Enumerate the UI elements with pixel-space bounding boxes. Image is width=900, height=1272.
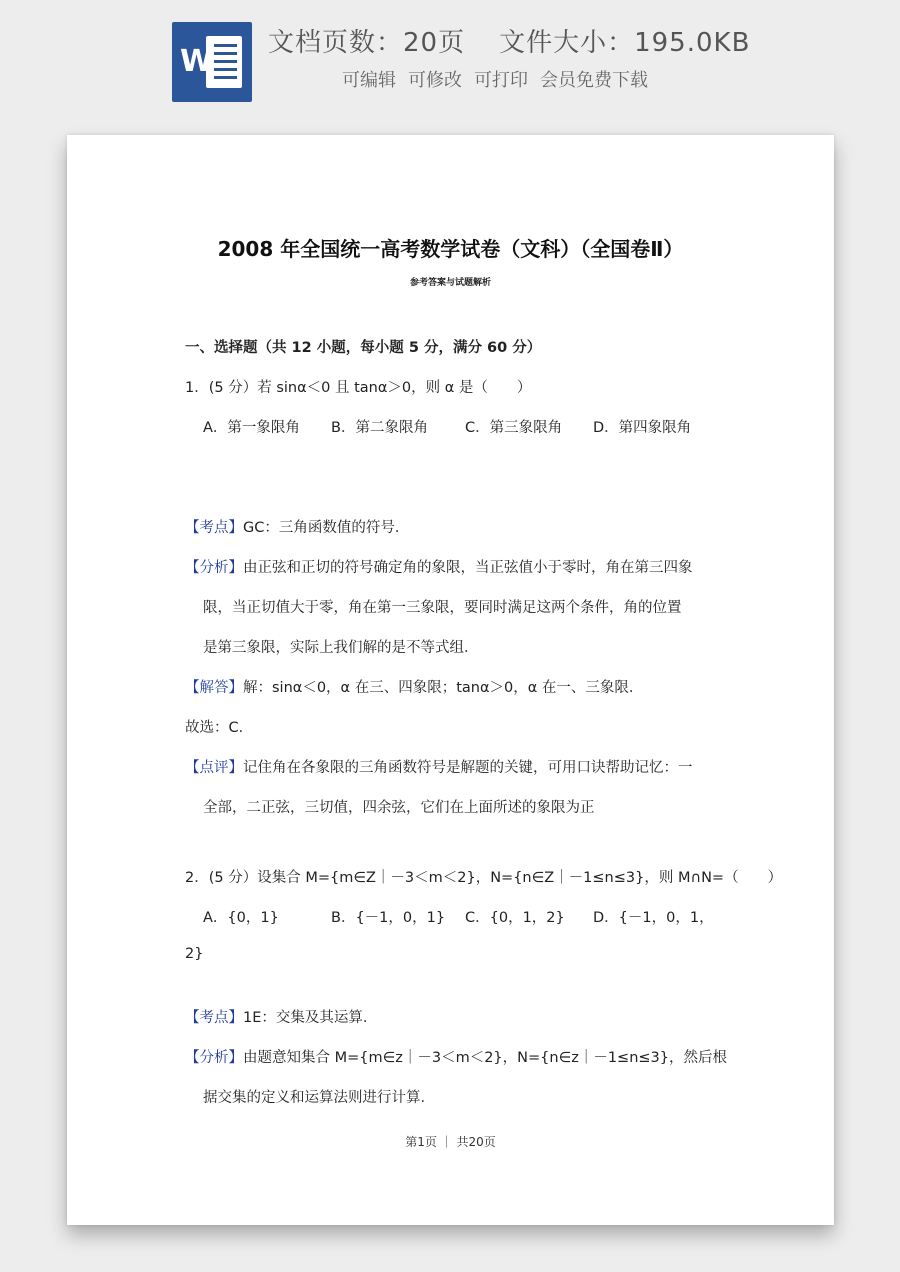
fenxi-tag: 【分析】: [185, 1050, 243, 1066]
kaodian-tag: 【考点】: [185, 1010, 243, 1026]
page-footer: 第1页 ｜ 共20页: [405, 1135, 496, 1149]
q1-options: [203, 417, 691, 439]
q2-fenxi-line2: 据交集的定义和运算法则进行计算．: [203, 1090, 435, 1106]
word-document-icon: W: [172, 22, 252, 102]
feature-editable: 可编辑: [342, 70, 396, 91]
feature-modifiable: 可修改: [408, 70, 462, 91]
q2-option-b: B．{－1，0，1}: [331, 910, 446, 926]
page-subtitle: 参考答案与试题解析: [409, 278, 491, 288]
q2-option-d: D．{－1，0，1，: [593, 910, 714, 926]
q1-stem: 1．(5 分）若 sinα＜0 且 tanα＞0，则 α 是（ ）: [185, 380, 532, 396]
q1-fenxi: 【分析】由正弦和正切的符号确定角的象限，当正弦值小于零时，角在第三四象: [185, 560, 693, 576]
document-stats: [268, 22, 784, 59]
fenxi-tag: 【分析】: [185, 560, 243, 576]
file-size: 文件大小：195.0KB: [499, 28, 751, 58]
q2-option-wrap: 2}: [185, 946, 204, 962]
feature-member-download: 会员免费下载: [540, 70, 648, 91]
q1-option-d: D．第四象限角: [593, 420, 692, 436]
feature-printable: 可打印: [474, 70, 528, 91]
page-title: 2008 年全国统一高考数学试卷（文科）（全国卷Ⅱ）: [217, 237, 684, 261]
q1-dianping-line2: 全部，二正弦，三切值，四余弦，它们在上面所述的象限为正: [203, 800, 595, 816]
jieda-tag: 【解答】: [185, 680, 243, 696]
q1-fenxi-line2: 限，当正切值大于零，角在第一三象限，要同时满足这两个条件，角的位置: [203, 600, 682, 616]
q1-option-b: B．第二象限角: [331, 420, 428, 436]
section-heading: 一、选择题（共 12 小题，每小题 5 分，满分 60 分）: [185, 340, 542, 356]
q1-fenxi-line3: 是第三象限，实际上我们解的是不等式组．: [203, 640, 479, 656]
q1-answer: 故选：C．: [185, 720, 254, 736]
q2-options: [203, 907, 714, 929]
q1-option-c: C．第三象限角: [465, 420, 563, 436]
q2-option-a: A．{0，1}: [203, 910, 279, 926]
dianping-tag: 【点评】: [185, 760, 243, 776]
document-page: [67, 135, 834, 1225]
feature-list: [342, 66, 660, 92]
q2-fenxi: 【分析】由题意知集合 M={m∈z｜－3＜m＜2}，N={n∈z｜－1≤n≤3}，然后根: [185, 1050, 727, 1066]
q1-option-a: A．第一象限角: [203, 420, 300, 436]
q1-dianping: 【点评】记住角在各象限的三角函数符号是解题的关键，可用口诀帮助记忆：一: [185, 760, 693, 776]
q1-kaodian: 【考点】GC：三角函数值的符号．: [185, 520, 410, 536]
q2-stem: 2．(5 分）设集合 M={m∈Z｜－3＜m＜2}，N={n∈Z｜－1≤n≤3}，则 M∩N=（ ）: [185, 870, 783, 886]
page-count: 文档页数：20页: [268, 28, 466, 58]
kaodian-tag: 【考点】: [185, 520, 243, 536]
q2-kaodian: 【考点】1E：交集及其运算．: [185, 1010, 378, 1026]
q2-option-c: C．{0，1，2}: [465, 910, 565, 926]
document-info-banner: [0, 0, 900, 120]
q1-jieda: 【解答】解：sinα＜0，α 在三、四象限；tanα＞0，α 在一、三象限．: [185, 680, 644, 696]
